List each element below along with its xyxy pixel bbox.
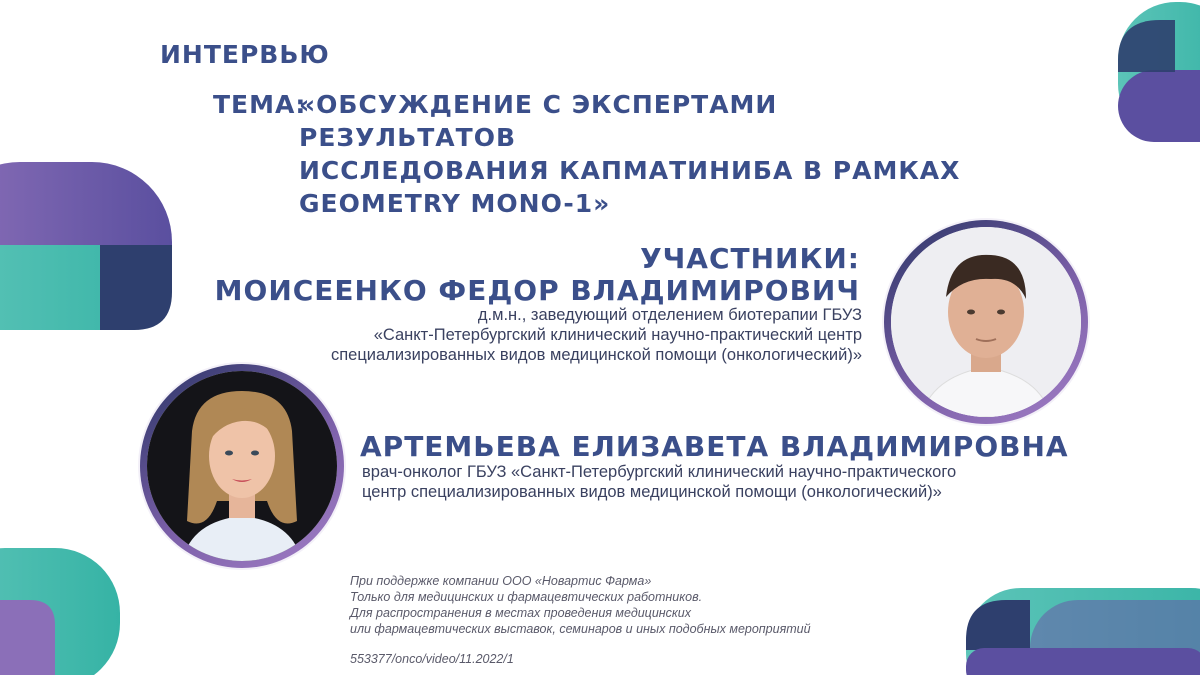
female-portrait-icon [147, 371, 337, 561]
participant-2-photo [140, 364, 344, 568]
topic-line: «ОБСУЖДЕНИЕ С ЭКСПЕРТАМИ РЕЗУЛЬТАТОВ [299, 90, 778, 152]
footer-disclaimer [350, 573, 811, 667]
description-line: врач-онколог ГБУЗ «Санкт-Петербургский клинический научно-практического [362, 463, 957, 481]
disclaimer-line: Только для медицинских и фармацевтических работников. [350, 590, 703, 604]
topic-prefix: ТЕМА: [213, 90, 307, 119]
description-line: «Санкт-Петербургский клинический научно-практический центр [373, 326, 862, 344]
bottom-right-shape [966, 588, 1200, 675]
topic-line: ИССЛЕДОВАНИЯ КАПМАТИНИБА В РАМКАХ [299, 156, 961, 185]
top-right-shape [1118, 2, 1200, 142]
male-portrait-icon [891, 227, 1081, 417]
participant-1-description [331, 305, 862, 365]
interview-label: ИНТЕРВЬЮ [160, 40, 330, 69]
participant-2-description [362, 462, 956, 502]
participant-1-name: МОИСЕЕНКО ФЕДОР ВЛАДИМИРОВИЧ [214, 274, 860, 307]
description-line: центр специализированных видов медицинской помощи (онкологический)» [362, 483, 942, 501]
disclaimer-line: При поддержке компании ООО «Новартис Фарма» [350, 574, 652, 588]
disclaimer-line: или фармацевтических выставок, семинаров и иных подобных мероприятий [350, 622, 811, 636]
participant-1-photo [884, 220, 1088, 424]
document-code: 553377/onco/video/11.2022/1 [350, 652, 514, 666]
description-line: специализированных видов медицинской помощи (онкологический)» [331, 346, 862, 364]
disclaimer-line: Для распространения в местах проведения медицинских [350, 606, 692, 620]
description-line: д.м.н., заведующий отделением биотерапии ГБУЗ [477, 306, 862, 324]
topic-block [213, 88, 973, 220]
bottom-left-shape [0, 548, 120, 675]
left-middle-shape [0, 162, 172, 330]
participant-2-name: АРТЕМЬЕВА ЕЛИЗАВЕТА ВЛАДИМИРОВНА [360, 430, 1069, 463]
topic-line: GEOMETRY MONO-1» [299, 189, 611, 218]
participants-label: УЧАСТНИКИ: [640, 242, 860, 275]
